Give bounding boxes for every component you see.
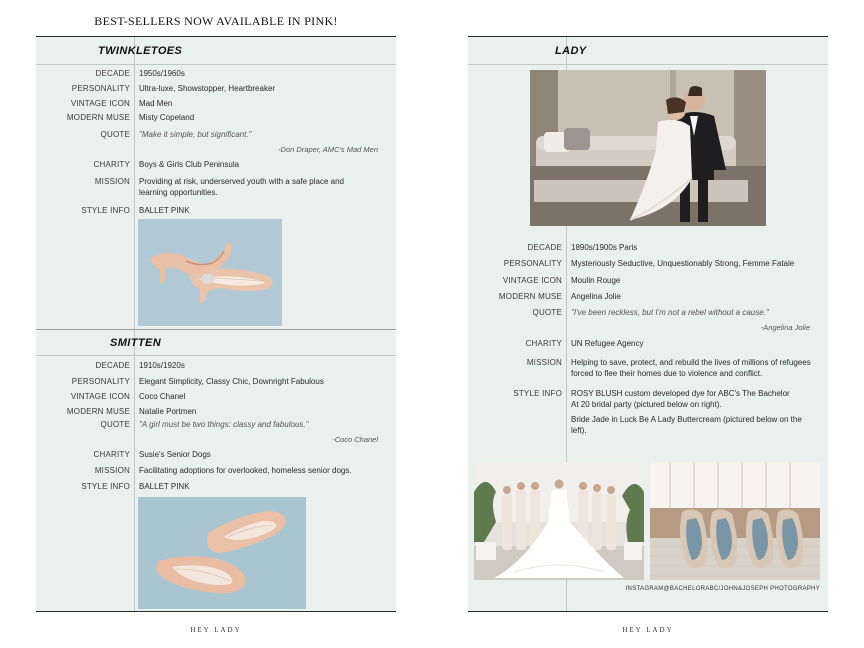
section-divider (36, 64, 396, 65)
spec-value: Providing at risk, underserved youth with a safe place and learning opportunities. (139, 177, 345, 197)
spec-label: PERSONALITY (71, 84, 130, 93)
spec-value: "I've been reckless, but I'm not a rebel without a cause." (571, 308, 769, 317)
spec-label: MODERN MUSE (66, 407, 130, 416)
spec-label: QUOTE (100, 130, 130, 139)
spec-value: "Make it simple, but significant." (139, 130, 252, 139)
spec-value: ROSY BLUSH custom developed dye for ABC's The Bachelor At 20 bridal party (pictured below on right). (571, 389, 790, 409)
spec-value: Boys & Girls Club Peninsula (139, 160, 240, 169)
spec-value: Misty Copeland (139, 113, 195, 122)
quote-attribution: -Don Draper, AMC's Mad Men (278, 145, 378, 154)
spec-value: BALLET PINK (139, 206, 190, 215)
section-divider (36, 329, 396, 330)
couple-photo (530, 70, 766, 226)
spec-value: Coco Chanel (139, 392, 186, 401)
footer-left: HEY LADY (190, 626, 242, 634)
spec-value: Bride Jade in Luck Be A Lady Buttercream (pictured below on the left). (571, 415, 802, 435)
spec-label: VINTAGE ICON (70, 392, 130, 401)
spec-value: Elegant Simplicity, Classy Chic, Downright Fabulous (139, 377, 324, 386)
rosy-blush-shoes-photo (650, 462, 820, 580)
spec-value: Natalie Portmen (139, 407, 197, 416)
spec-value: Moulin Rouge (571, 276, 621, 285)
spec-value: UN Refugee Agency (571, 339, 644, 348)
spec-label: MISSION (526, 358, 562, 367)
spec-label: QUOTE (532, 308, 562, 317)
spec-label: STYLE INFO (513, 389, 562, 398)
spec-value: 1910s/1920s (139, 361, 185, 370)
spec-label: STYLE INFO (81, 206, 130, 215)
section-divider (36, 355, 396, 356)
spec-value: BALLET PINK (139, 482, 190, 491)
spec-value: "A girl must be two things: classy and fabulous." (139, 420, 309, 429)
spec-label: PERSONALITY (71, 377, 130, 386)
spec-label: DECADE (527, 243, 562, 252)
spec-label: STYLE INFO (81, 482, 130, 491)
spec-label: DECADE (95, 69, 130, 78)
spec-label: MODERN MUSE (66, 113, 130, 122)
smitten-shoe-photo (138, 497, 306, 609)
spec-label: VINTAGE ICON (70, 99, 130, 108)
spec-value: Ultra-luxe, Showstopper, Heartbreaker (139, 84, 276, 93)
smitten-title: SMITTEN (110, 337, 162, 349)
spec-value: Mad Men (139, 99, 173, 108)
bridal-party-photo (474, 462, 644, 580)
footer-right: HEY LADY (622, 626, 674, 634)
spec-label: MISSION (94, 466, 130, 475)
spec-value: Facilitating adoptions for overlooked, homeless senior dogs. (139, 466, 352, 475)
spec-label: DECADE (95, 361, 130, 370)
section-divider (468, 64, 828, 65)
spec-label: CHARITY (525, 339, 562, 348)
spec-label: CHARITY (93, 160, 130, 169)
spec-label: MISSION (94, 177, 130, 186)
spec-value: Susie's Senior Dogs (139, 450, 211, 459)
twinkletoes-title: TWINKLETOES (98, 45, 183, 57)
spec-value: Mysteriously Seductive, Unquestionably Strong, Femme Fatale (571, 259, 795, 268)
spec-label: CHARITY (93, 450, 130, 459)
twinkletoes-shoe-photo (138, 219, 282, 326)
quote-attribution: -Angelina Jolie (760, 323, 810, 332)
page-heading: BEST-SELLERS NOW AVAILABLE IN PINK! (94, 14, 338, 28)
left-panel (36, 36, 396, 612)
spec-value: Helping to save, protect, and rebuild the lives of millions of refugees forced to flee their homes due to violence and conflict. (571, 358, 811, 378)
column-divider (134, 37, 135, 611)
spec-value: Angelina Jolie (571, 292, 621, 301)
spec-value: 1890s/1900s Paris (571, 243, 638, 252)
photo-credit: INSTAGRAM@BACHELORABC/JOHN&JOSEPH PHOTOGRAPHY (625, 586, 820, 592)
spec-value: 1950s/1960s (139, 69, 185, 78)
quote-attribution: -Coco Chanel (332, 435, 378, 444)
spec-label: PERSONALITY (503, 259, 562, 268)
lady-title: LADY (555, 45, 587, 57)
spec-label: VINTAGE ICON (502, 276, 562, 285)
spec-label: QUOTE (100, 420, 130, 429)
spec-label: MODERN MUSE (498, 292, 562, 301)
right-panel (468, 36, 828, 612)
